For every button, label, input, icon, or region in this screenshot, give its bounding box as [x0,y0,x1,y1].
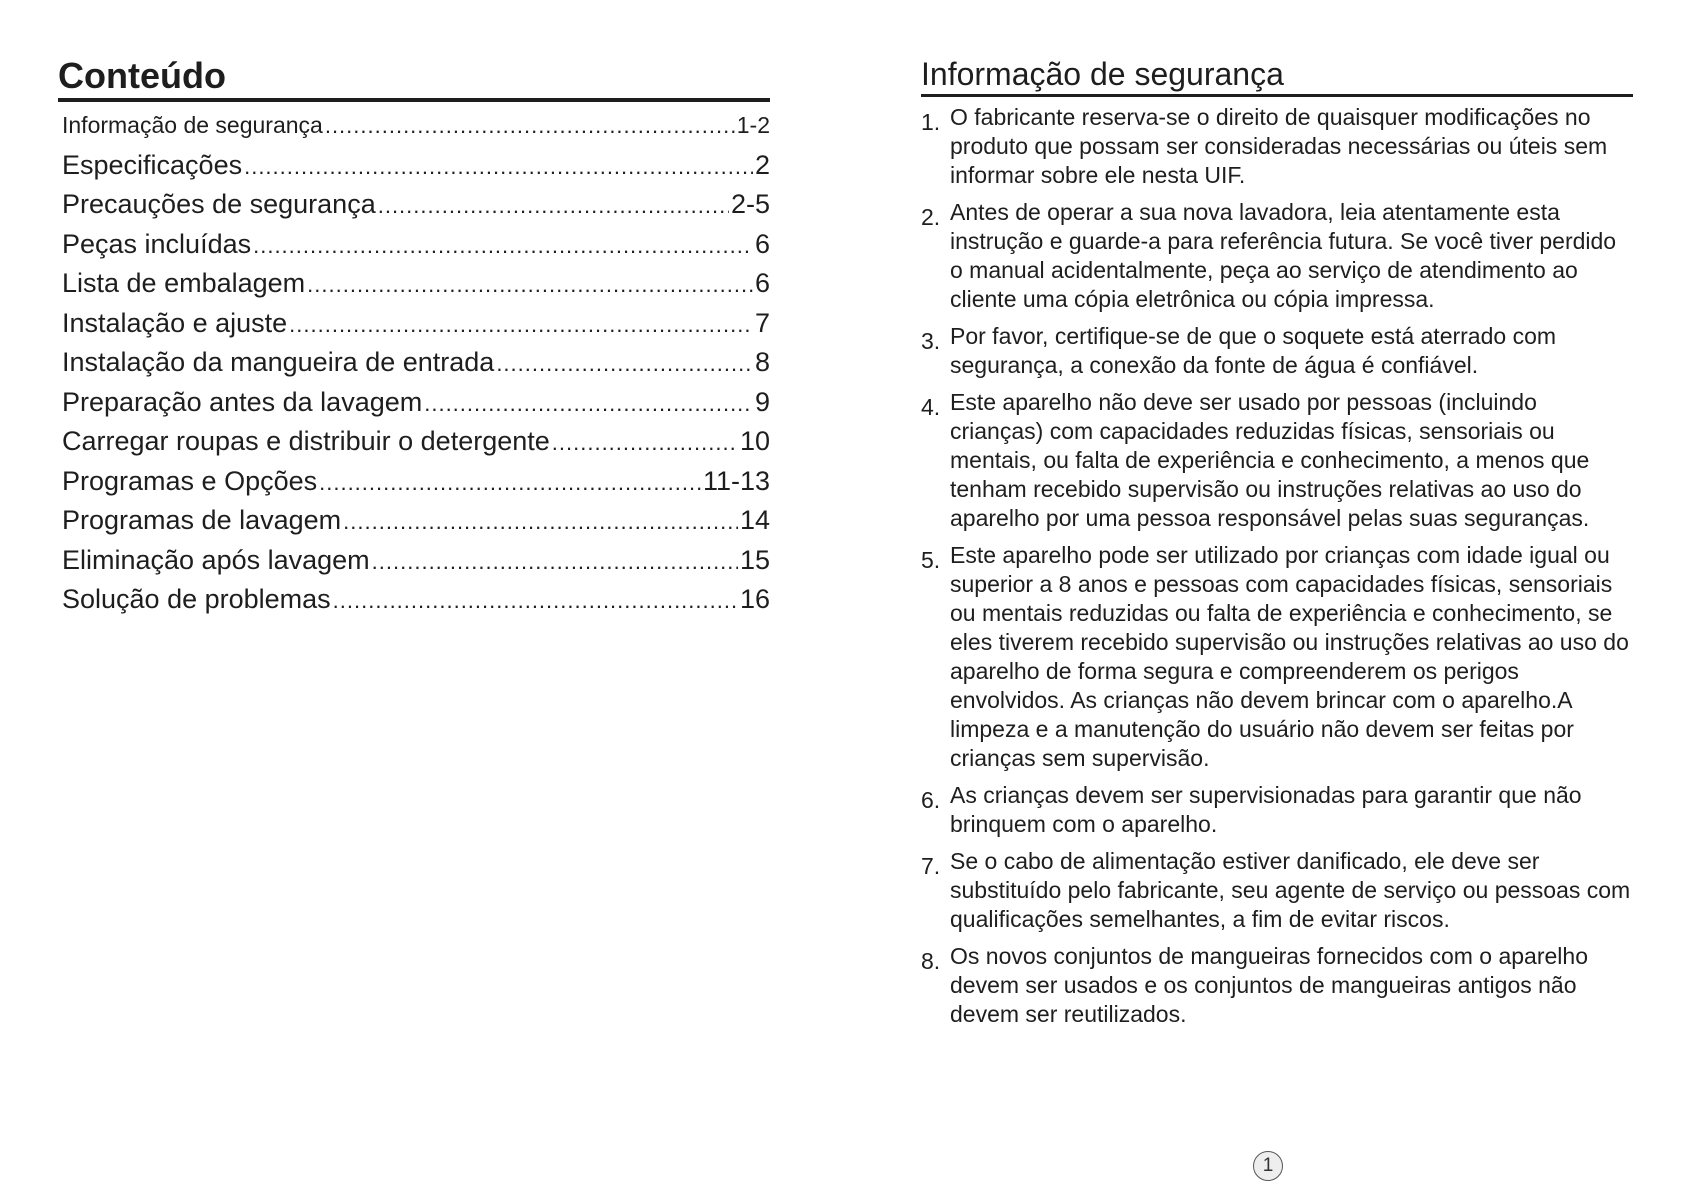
page-number-badge: 1 [1253,1151,1283,1181]
toc-page: 7 [754,307,770,338]
dot-leader [378,186,729,226]
toc-label: Lista de embalagem [62,268,306,298]
dot-leader [552,423,738,463]
item-number: 2. [921,204,941,230]
toc-page: 2 [754,149,770,180]
dot-leader [319,463,701,503]
toc-entry [62,343,770,383]
item-text: Antes de operar a sua nova lavadora, leia atentamente esta instrução e guarde-a para referência futura. Se você tiver perdido o manual acidentalmente, peça ao serviço de atendimento ao cliente uma cópia eletrônica ou cópia impressa. [950,199,1617,312]
safety-item [921,781,1633,839]
item-number: 1. [921,109,941,135]
toc-entry [62,462,770,502]
toc-entry [62,185,770,225]
toc-page: 9 [754,386,770,417]
toc-label: Especificações [62,149,243,180]
safety-item [921,942,1633,1029]
contents-column [58,56,770,620]
toc-entry [62,383,770,423]
toc-page: 8 [754,347,770,377]
toc-entry [62,225,770,265]
toc-page: 16 [739,584,770,614]
dot-leader [253,226,753,266]
toc-page: 6 [754,228,770,259]
safety-item [921,103,1633,190]
item-number: 3. [921,328,941,354]
toc-label: Instalação da mangueira de entrada [62,347,495,377]
toc-label: Programas e Opções [62,465,318,496]
item-number: 7. [921,853,941,879]
item-text: Por favor, certifique-se de que o soquete está aterrado com segurança, a conexão da fonte de água é confiável. [950,323,1557,378]
item-text: O fabricante reserva-se o direito de quaisquer modificações no produto que possam ser consideradas necessárias ou úteis sem informar sobre ele nesta UIF. [950,104,1608,188]
toc-entry [62,106,770,146]
toc-label: Peças incluídas [62,228,252,259]
toc-entry [62,541,770,581]
toc-page: 6 [754,268,770,298]
safety-title: Informação de segurança [921,56,1633,97]
dot-leader [325,106,735,146]
toc-label: Preparação antes da lavagem [62,386,423,417]
safety-item [921,541,1633,773]
toc-page: 1-2 [736,112,770,138]
toc-page: 11-13 [702,465,770,496]
item-number: 4. [921,394,941,420]
dot-leader [244,147,753,187]
contents-list [58,106,770,620]
safety-list [921,103,1633,1029]
toc-entry [62,580,770,620]
dot-leader [372,542,738,582]
dot-leader [333,581,738,621]
dot-leader [307,265,753,305]
toc-label: Eliminação após lavagem [62,544,370,575]
safety-item [921,322,1633,380]
contents-title: Conteúdo [58,56,770,102]
toc-page: 10 [739,426,770,456]
safety-item [921,198,1633,314]
item-text: Os novos conjuntos de mangueiras fornecidos com o aparelho devem ser usados e os conjuntos de mangueiras antigos não devem ser reutilizados. [950,943,1588,1027]
toc-label: Informação de segurança [62,112,323,138]
toc-label: Solução de problemas [62,584,331,614]
dot-leader [289,305,753,345]
toc-entry [62,264,770,304]
toc-label: Precauções de segurança [62,189,376,219]
toc-page: 14 [739,505,770,535]
toc-label: Programas de lavagem [62,505,342,535]
dot-leader [343,502,738,542]
item-text: Este aparelho não deve ser usado por pessoas (incluindo crianças) com capacidades reduzidas físicas, sensoriais ou mentais, ou falta de experiência e conhecimento, a menos que tenham recebido supervisão ou instruções relativas ao uso do aparelho por uma pessoa responsável pelas suas seguranças. [950,389,1590,531]
safety-item [921,847,1633,934]
toc-entry [62,501,770,541]
item-number: 6. [921,787,941,813]
toc-entry [62,422,770,462]
dot-leader [424,384,753,424]
toc-page: 2-5 [730,189,770,219]
item-text: As crianças devem ser supervisionadas para garantir que não brinquem com o aparelho. [950,782,1582,837]
item-text: Se o cabo de alimentação estiver danificado, ele deve ser substituído pelo fabricante, seu agente de serviço ou pessoas com qualificações semelhantes, a fim de evitar riscos. [950,848,1631,932]
safety-item [921,388,1633,533]
item-number: 5. [921,547,941,573]
item-text: Este aparelho pode ser utilizado por crianças com idade igual ou superior a 8 anos e pessoas com capacidades físicas, sensoriais ou mentais reduzidas ou falta de experiência e conhecimento, se eles tiverem recebido supervisão ou instruções relativas ao uso do aparelho de forma segura e compreenderem os perigos envolvidos. As crianças não devem brincar com o aparelho.A limpeza e a manutenção do usuário não devem ser feitas por crianças sem supervisão. [950,542,1629,771]
toc-label: Instalação e ajuste [62,307,288,338]
toc-label: Carregar roupas e distribuir o detergente [62,426,550,456]
dot-leader [496,344,753,384]
toc-entry [62,304,770,344]
safety-column [921,56,1633,1037]
toc-page: 15 [739,544,770,575]
item-number: 8. [921,948,941,974]
toc-entry [62,146,770,186]
